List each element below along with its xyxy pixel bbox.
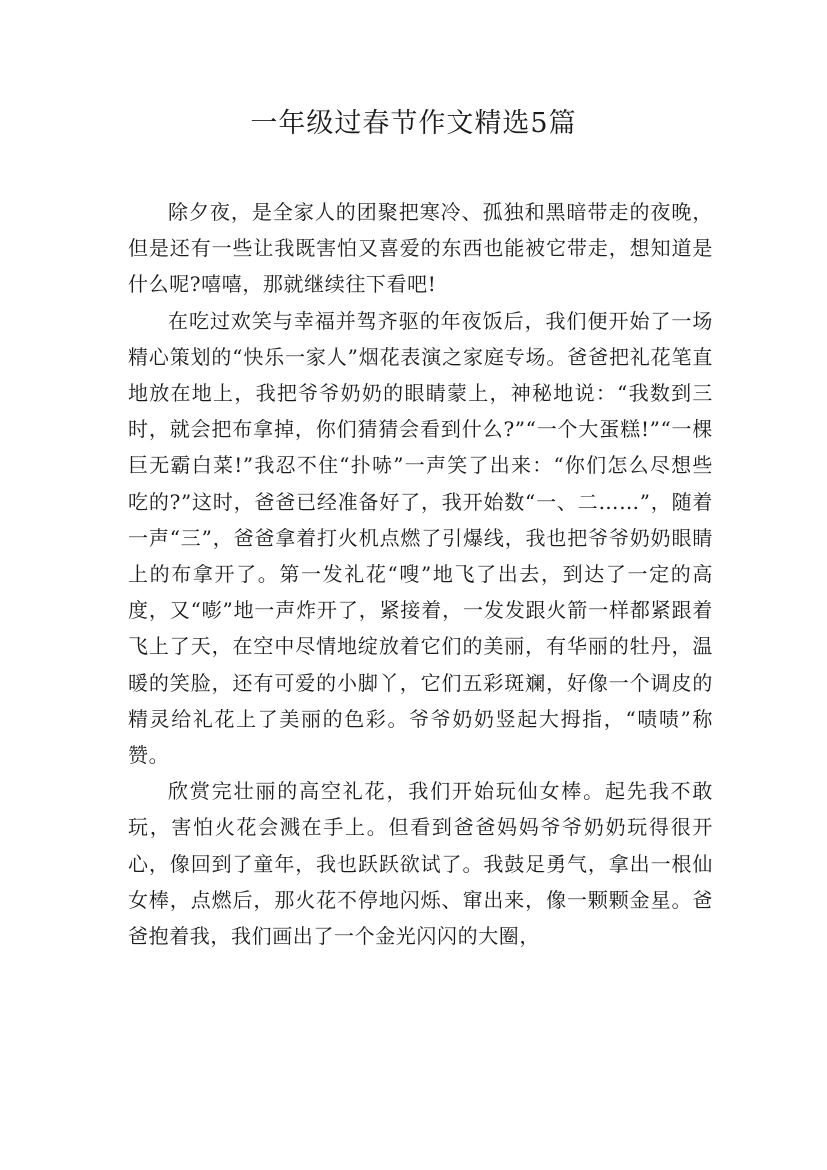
document-body (128, 194, 713, 954)
paragraph-2: 在吃过欢笑与幸福并驾齐驱的年夜饭后，我们便开始了一场精心策划的“快乐一家人”烟花表演之家庭专场。爸爸把礼花笔直地放在地上，我把爷爷奶奶的眼睛蒙上，神秘地说：“我数到三时，就会把布拿掉，你们猜猜会看到什么?”“一个大蛋糕!”“一棵巨无霸白菜!”我忍不住“扑哧”一声笑了出来：“你们怎么尽想些吃的?”这时，爸爸已经准备好了，我开始数“一、二……”，随着一声“三”，爸爸拿着打火机点燃了引爆线，我也把爷爷奶奶眼睛上的布拿开了。第一发礼花“嗖”地飞了出去，到达了一定的高度，又“嘭”地一声炸开了，紧接着，一发发跟火箭一样都紧跟着飞上了天，在空中尽情地绽放着它们的美丽，有华丽的牡丹，温暖的笑脸，还有可爱的小脚丫，它们五彩斑斓，好像一个调皮的精灵给礼花上了美丽的色彩。爷爷奶奶竖起大拇指，“啧啧”称赞。 (128, 308, 713, 768)
paragraph-3: 欣赏完壮丽的高空礼花，我们开始玩仙女棒。起先我不敢玩，害怕火花会溅在手上。但看到爸爸妈妈爷爷奶奶玩得很开心，像回到了童年，我也跃跃欲试了。我鼓足勇气，拿出一根仙女棒，点燃后，那火花不停地闪烁、窜出来，像一颗颗金星。爸爸抱着我，我们画出了一个金光闪闪的大圈， (128, 779, 713, 949)
paragraph-1: 除夕夜，是全家人的团聚把寒冷、孤独和黑暗带走的夜晚，但是还有一些让我既害怕又喜爱的东西也能被它带走，想知道是什么呢?嘻嘻，那就继续往下看吧! (128, 200, 713, 297)
document-title: 一年级过春节作文精选5篇 (250, 108, 577, 139)
